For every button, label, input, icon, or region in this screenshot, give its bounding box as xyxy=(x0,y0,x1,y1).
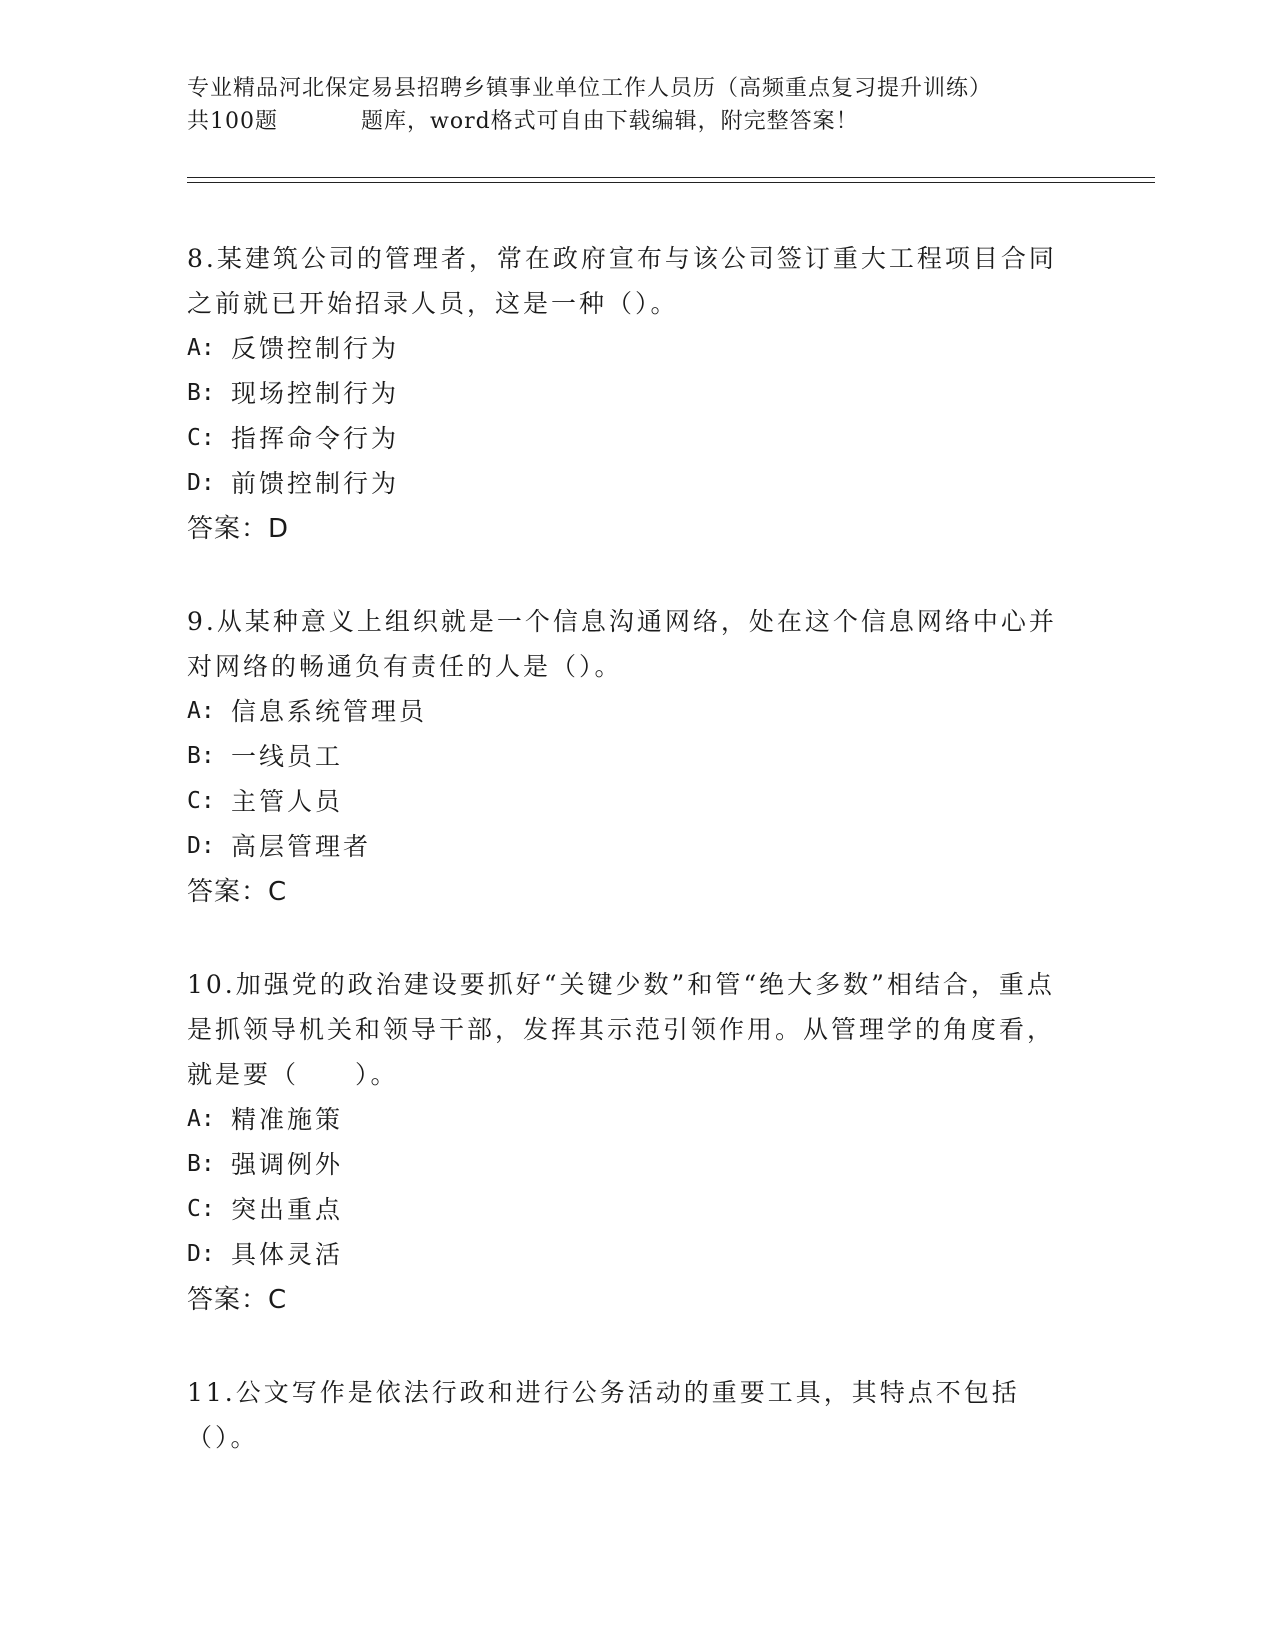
option-a xyxy=(187,326,1067,371)
option-text: 突出重点 xyxy=(231,1195,344,1224)
option-key: C: xyxy=(187,1196,215,1222)
option-text: 一线员工 xyxy=(231,742,344,771)
option-text: 主管人员 xyxy=(231,787,344,816)
option-b xyxy=(187,734,1067,779)
question-text: 10.加强党的政治建设要抓好“关键少数”和管“绝大多数”相结合，重点是抓领导机关和领导干部，发挥其示范引领作用。从管理学的角度看，就是要（ ）。 xyxy=(187,970,1056,1089)
question-9 xyxy=(187,599,1067,915)
option-c xyxy=(187,416,1067,461)
question-list xyxy=(187,236,1067,1507)
question-10 xyxy=(187,962,1067,1323)
option-text: 强调例外 xyxy=(231,1150,344,1179)
option-text: 高层管理者 xyxy=(231,832,372,861)
option-key: B: xyxy=(187,380,215,406)
option-text: 信息系统管理员 xyxy=(231,697,428,726)
option-b xyxy=(187,1142,1067,1187)
option-text: 现场控制行为 xyxy=(231,379,400,408)
option-text: 前馈控制行为 xyxy=(231,469,400,498)
option-a xyxy=(187,689,1067,734)
option-key: D: xyxy=(187,833,215,859)
answer-line: 答案：C xyxy=(187,877,288,907)
question-8 xyxy=(187,236,1067,552)
header-subtitle: 题库，word格式可自由下载编辑，附完整答案！ xyxy=(361,109,859,134)
header-subtitle-line xyxy=(187,105,1067,138)
header-divider-top xyxy=(187,177,1155,178)
question-count: 共100题 xyxy=(187,109,278,134)
option-text: 精准施策 xyxy=(231,1105,344,1134)
option-key: A: xyxy=(187,1106,215,1132)
option-text: 指挥命令行为 xyxy=(231,424,400,453)
question-text: 9.从某种意义上组织就是一个信息沟通网络，处在这个信息网络中心并对网络的畅通负有责任的人是（）。 xyxy=(187,607,1057,681)
option-key: A: xyxy=(187,335,215,361)
option-key: A: xyxy=(187,698,215,724)
header-title-line: 专业精品河北保定易县招聘乡镇事业单位工作人员历（高频重点复习提升训练） xyxy=(187,76,993,101)
document-header xyxy=(187,72,1067,138)
option-d xyxy=(187,461,1067,506)
question-text: 11.公文写作是依法行政和进行公务活动的重要工具，其特点不包括（）。 xyxy=(187,1378,1020,1452)
option-key: B: xyxy=(187,743,215,769)
option-c xyxy=(187,779,1067,824)
option-d xyxy=(187,1232,1067,1277)
option-a xyxy=(187,1097,1067,1142)
question-text: 8.某建筑公司的管理者，常在政府宣布与该公司签订重大工程项目合同之前就已开始招录人员，这是一种（）。 xyxy=(187,244,1057,318)
option-key: D: xyxy=(187,1241,215,1267)
option-b xyxy=(187,371,1067,416)
header-divider-bottom xyxy=(187,182,1155,183)
option-key: C: xyxy=(187,788,215,814)
answer-line: 答案：C xyxy=(187,1285,288,1315)
answer-line: 答案：D xyxy=(187,514,290,544)
option-key: D: xyxy=(187,470,215,496)
option-key: C: xyxy=(187,425,215,451)
option-text: 具体灵活 xyxy=(231,1240,344,1269)
option-text: 反馈控制行为 xyxy=(231,334,400,363)
option-key: B: xyxy=(187,1151,215,1177)
question-11 xyxy=(187,1370,1067,1460)
option-d xyxy=(187,824,1067,869)
option-c xyxy=(187,1187,1067,1232)
